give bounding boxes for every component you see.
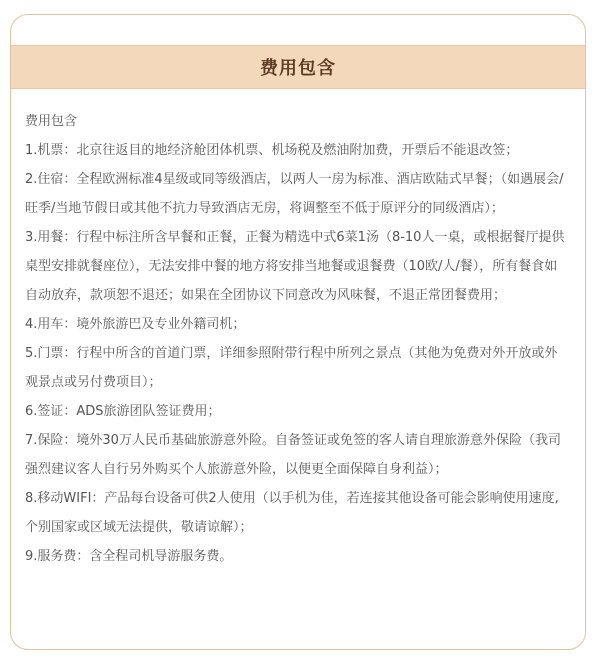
fee-item-hotel: 2.住宿：全程欧洲标准4星级或同等级酒店，以两人一房为标准、酒店欧陆式早餐；（如遇展会/旺季/当地节假日或其他不抗力导致酒店无房，将调整至不低于原评分的同级酒店）； <box>25 172 564 216</box>
fee-item-meals: 3.用餐：行程中标注所含早餐和正餐，正餐为精选中式6菜1汤（8-10人一桌，或根据餐厅提供桌型安排就餐座位），无法安排中餐的地方将安排当地餐或退餐费（10欧/人/餐），所有餐食如自动放弃，款项恕不退还；如果在全团协议下同意改为风味餐，不退正常团餐费用； <box>25 230 565 303</box>
fee-item-visa: 6.签证：ADS旅游团队签证费用； <box>25 404 221 419</box>
fee-item-service: 9.服务费：含全程司机导游服务费。 <box>25 549 233 564</box>
fee-item-wifi: 8.移动WIFI：产品每台设备可供2人使用（以手机为佳，若连接其他设备可能会影响使用速度,个别国家或区域无法提供，敬请谅解）； <box>25 491 559 535</box>
section-title: 费用包含 <box>260 58 336 79</box>
fee-included-card <box>10 14 586 650</box>
fee-item-airfare: 1.机票：北京往返目的地经济舱团体机票、机场税及燃油附加费，开票后不能退改签； <box>25 143 519 158</box>
fee-item-transport: 4.用车：境外旅游巴及专业外籍司机； <box>25 317 246 332</box>
section-header <box>11 45 585 89</box>
fee-item-tickets: 5.门票：行程中所含的首道门票，详细参照附带行程中所列之景点（其他为免费对外开放或外观景点或另付费项目）； <box>25 346 558 390</box>
intro-text: 费用包含 <box>25 114 78 129</box>
fee-included-content <box>25 107 569 571</box>
fee-item-insurance: 7.保险：境外30万人民币基础旅游意外险。自备签证或免签的客人请自理旅游意外保险（我司强烈建议客人自行另外购买个人旅游意外险，以便更全面保障自身利益）； <box>25 433 561 477</box>
